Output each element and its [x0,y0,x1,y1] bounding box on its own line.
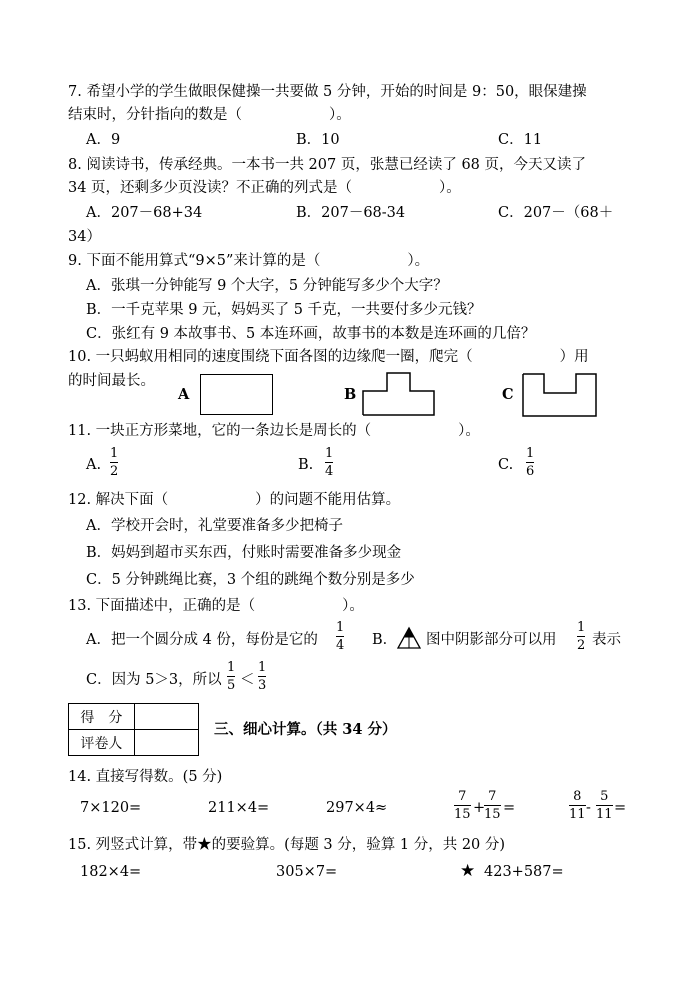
q11-stem: 11. 一块正方形菜地，它的一条边长是周长的（ ）。 [68,423,480,439]
q14-item-5-fraction-2 [596,789,613,822]
score-table [68,703,199,756]
fraction-numerator: 1 [577,620,586,635]
fraction-denominator: 2 [110,464,119,479]
q13-option-c-text: C．因为 5＞3，所以 [86,672,222,688]
fraction-denominator: 2 [577,638,586,653]
q8-option-c-cont: 34） [68,229,101,245]
q14-item-5-minus: - [586,800,591,816]
fraction-denominator: 15 [454,807,471,822]
fraction-denominator: 5 [227,678,236,693]
q14-item-1: 7×120= [80,800,142,816]
q15-item-2: 305×7= [276,864,338,880]
fraction-numerator: 1 [110,446,119,461]
shaded-triangle-icon [396,626,422,650]
q10-line1: 10. 一只蚂蚁用相同的速度围绕下面各图的边缘爬一圈，爬完（ ）用 [68,349,589,365]
fraction-denominator: 6 [526,464,535,479]
q8-option-a: A．207－68+34 [86,205,203,221]
q11-option-c-label: C. [498,457,514,473]
shape-rectangle [200,374,273,415]
fraction-numerator: 1 [258,660,267,675]
fraction-numerator: 1 [526,446,535,461]
section-3-title: 三、细心计算。（共 34 分） [214,721,397,738]
q14-item-5-equals: = [614,800,627,816]
fraction-denominator: 4 [325,464,334,479]
q12-stem: 12. 解决下面（ ）的问题不能用估算。 [68,492,401,508]
fraction-numerator: 7 [488,789,497,804]
q9-stem: 9. 下面不能用算式“9×5”来计算的是（ ）。 [68,253,430,269]
q14-stem: 14. 直接写得数。(5 分) [68,769,223,785]
q14-item-4-fraction-2 [484,789,501,822]
q15-item-3: 423+587= [484,864,564,880]
shape-u-figure [520,371,600,418]
q13-option-b-text: 图中阴影部分可以用 [426,632,557,648]
q14-item-3: 297×4≈ [326,800,388,816]
q7-line1: 7. 希望小学的学生做眼保健操一共要做 5 分钟，开始的时间是 9：50，眼保建操 [68,84,587,100]
q13-option-b-fraction [577,620,585,653]
shape-step-figure [360,370,440,417]
q9-option-b: B．一千克苹果 9 元，妈妈买了 5 千克，一共要付多少元钱？ [86,302,482,318]
q13-option-a-fraction [336,620,344,653]
q12-option-c: C．5 分钟跳绳比赛，3 个组的跳绳个数分别是多少 [86,572,415,588]
q7-option-c: C．11 [498,132,543,148]
grader-cell[interactable] [134,730,198,756]
q8-option-b: B．207－68-34 [296,205,406,221]
q13-less-than: ＜ [240,672,255,688]
q10-label-a: A [178,386,190,403]
q11-option-b-fraction [325,446,333,479]
q11-option-b-label: B. [298,457,314,473]
fraction-numerator: 1 [325,446,334,461]
grader-label: 评卷人 [69,730,135,756]
score-cell[interactable] [134,704,198,730]
q14-item-5-fraction-1 [569,789,586,822]
q12-option-b: B．妈妈到超市买东西，付账时需要准备多少现金 [86,545,402,561]
q8-line2: 34 页，还剩多少页没读？不正确的列式是（ ）。 [68,180,461,196]
q13-option-b-tail: 表示 [592,632,621,648]
fraction-denominator: 4 [336,638,345,653]
q11-option-a-fraction [110,446,118,479]
q12-option-a: A．学校开会时，礼堂要准备多少把椅子 [86,518,343,534]
q7-option-a: A．9 [86,132,121,148]
q7-line2: 结束时，分针指向的数是（ ）。 [68,107,351,123]
fraction-denominator: 11 [569,807,586,822]
fraction-numerator: 8 [573,789,582,804]
q14-item-2: 211×4= [208,800,270,816]
q11-option-c-fraction [526,446,534,479]
q10-label-b: B [344,386,357,403]
q15-item-1: 182×4= [80,864,142,880]
fraction-numerator: 7 [458,789,467,804]
star-icon: ★ [460,861,476,881]
q7-option-b: B．10 [296,132,340,148]
q8-line1: 8. 阅读诗书，传承经典。一本书一共 207 页，张慧已经读了 68 页，今天又读了 [68,157,587,173]
q9-option-a: A．张琪一分钟能写 9 个大字，5 分钟能写多少个大字？ [86,278,448,294]
fraction-denominator: 15 [484,807,501,822]
q13-option-b-label: B． [372,632,398,648]
q10-line2: 的时间最长。 [68,373,155,389]
q13-option-c-fraction-2 [258,660,266,693]
fraction-numerator: 1 [227,660,236,675]
fraction-denominator: 11 [596,807,613,822]
q15-stem: 15. 列竖式计算，带★的要验算。(每题 3 分，验算 1 分，共 20 分) [68,837,506,853]
q8-option-c: C．207－（68＋ [498,205,614,221]
q13-stem: 13. 下面描述中，正确的是（ ）。 [68,598,364,614]
q9-option-c: C．张红有 9 本故事书、5 本连环画，故事书的本数是连环画的几倍？ [86,326,536,342]
fraction-numerator: 5 [600,789,609,804]
fraction-denominator: 3 [258,678,267,693]
q14-item-4-fraction-1 [454,789,471,822]
q13-option-c-fraction-1 [227,660,235,693]
q10-label-c: C [502,386,514,403]
fraction-numerator: 1 [336,620,345,635]
q14-item-4-plus: + [473,800,486,816]
q13-option-a-text: A．把一个圆分成 4 份，每份是它的 [86,632,318,648]
q14-item-4-equals: = [503,800,516,816]
q11-option-a-label: A. [86,457,102,473]
score-label: 得 分 [69,704,135,730]
